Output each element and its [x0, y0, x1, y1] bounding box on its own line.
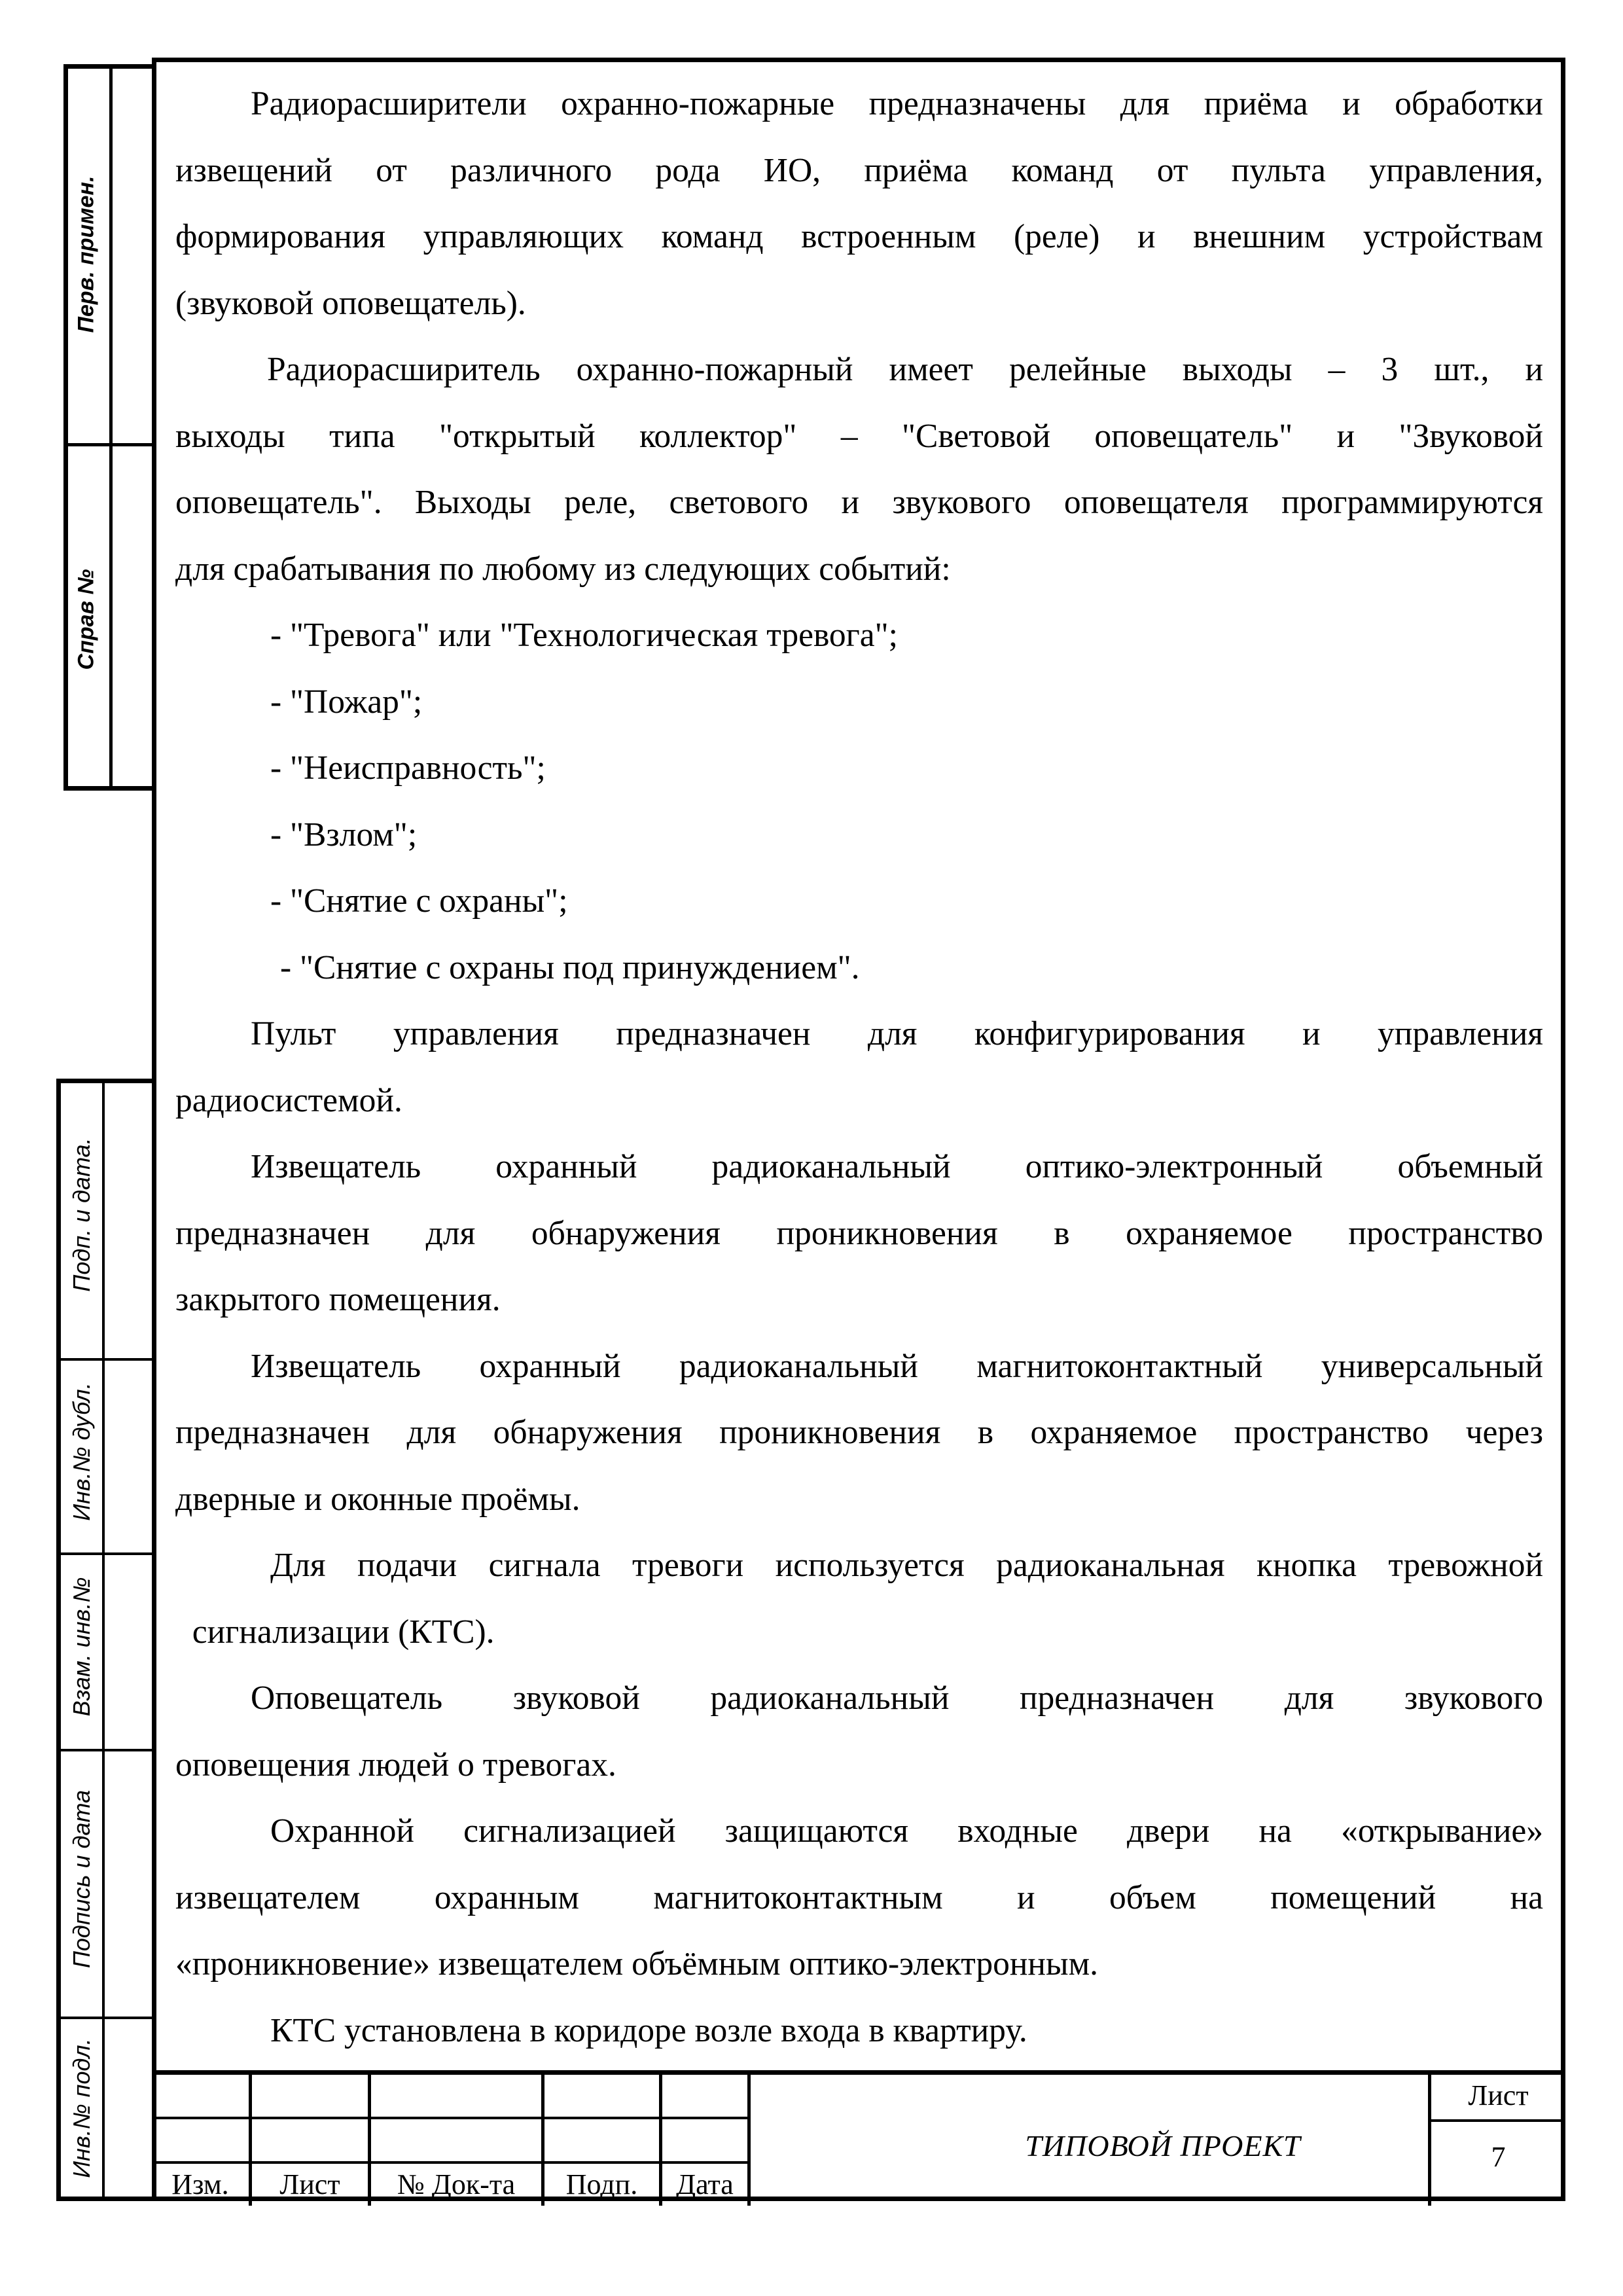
text-line: «проникновение» извещателем объёмным оптико-электронным. [175, 1945, 1099, 1982]
text-line: оповещатель". Выходы реле, светового и звукового оповещателя программируются [175, 484, 1543, 521]
title-block [152, 2070, 1565, 2201]
text-line: Извещатель охранный радиоканальный оптико-электронный объемный [251, 1148, 1543, 1185]
project-title: ТИПОВОЙ ПРОЕКТ [1025, 2129, 1301, 2162]
text-line: извещений от различного рода ИО, приёма команд от пульта управления, [175, 151, 1543, 189]
text-line: Пульт управления предназначен для конфигурирования и управления [251, 1015, 1543, 1052]
side-stamp-bottom [56, 1079, 152, 2201]
label-podpis-i-data: Подпись и дата [68, 1789, 95, 1969]
label-inv-no-podl: Инв.№ подл. [68, 2038, 95, 2178]
sheet-number: 7 [1491, 2141, 1506, 2173]
text-line: Охранной сигнализацией защищаются входные двери на «открывание» [270, 1812, 1543, 1850]
header-podp: Подп. [565, 2168, 638, 2200]
text-line: - "Снятие с охраны под принуждением". [280, 948, 860, 986]
text-line: (звуковой оповещатель). [175, 284, 526, 322]
label-inv-no-dubl: Инв.№ дубл. [68, 1382, 95, 1521]
text-line: Оповещатель звуковой радиоканальный предназначен для звукового [251, 1679, 1543, 1717]
label-podp-i-data: Подп. и дата. [68, 1138, 95, 1292]
text-line: Для подачи сигнала тревоги используется радиоканальная кнопка тревожной [270, 1547, 1543, 1584]
text-line: Радиорасширители охранно-пожарные предназначены для приёма и обработки [251, 85, 1543, 122]
header-list: Лист [279, 2168, 340, 2200]
header-doc-no: № Док-та [397, 2168, 516, 2200]
text-line: оповещения людей о тревогах. [175, 1746, 616, 1784]
header-data: Дата [676, 2168, 734, 2200]
text-line: Радиорасширитель охранно-пожарный имеет релейные выходы – 3 шт., и [267, 351, 1543, 388]
text-line: радиосистемой. [175, 1081, 402, 1119]
text-line: дверные и оконные проёмы. [175, 1480, 580, 1518]
text-line: закрытого помещения. [175, 1281, 501, 1318]
text-line: сигнализации (КТС). [175, 1613, 495, 1651]
text-line: для срабатывания по любому из следующих событий: [175, 550, 951, 588]
text-line: - "Взлом"; [270, 816, 418, 853]
text-line: предназначен для обнаружения проникновения в охраняемое пространство [175, 1214, 1543, 1252]
document-body [175, 71, 1543, 2064]
text-line: - "Снятие с охраны"; [270, 882, 568, 920]
label-vzam-inv-no: Взам. инв.№ [68, 1577, 95, 1717]
text-line: предназначен для обнаружения проникновения в охраняемое пространство через [175, 1414, 1543, 1451]
label-sprav-no: Справ № [73, 569, 99, 670]
text-line: - "Пожар"; [270, 683, 423, 721]
side-stamp-top [63, 64, 152, 791]
text-line: - "Тревога" или "Технологическая тревога"; [270, 617, 898, 654]
text-line: - "Неисправность"; [270, 749, 546, 787]
header-izm: Изм. [171, 2168, 229, 2200]
text-line: извещателем охранным магнитоконтактным и объем помещений на [175, 1878, 1543, 1916]
text-line: Извещатель охранный радиоканальный магнитоконтактный универсальный [251, 1347, 1543, 1385]
text-line: формирования управляющих команд встроенным (реле) и внешним устройствам [175, 218, 1543, 255]
text-line: выходы типа "открытый коллектор" – "Световой оповещатель" и "Звуковой [175, 417, 1543, 455]
label-perv-primen: Перв. примен. [73, 175, 99, 333]
text-line: КТС установлена в коридоре возле входа в квартиру. [270, 2011, 1027, 2049]
sheet-label: Лист [1468, 2079, 1529, 2111]
